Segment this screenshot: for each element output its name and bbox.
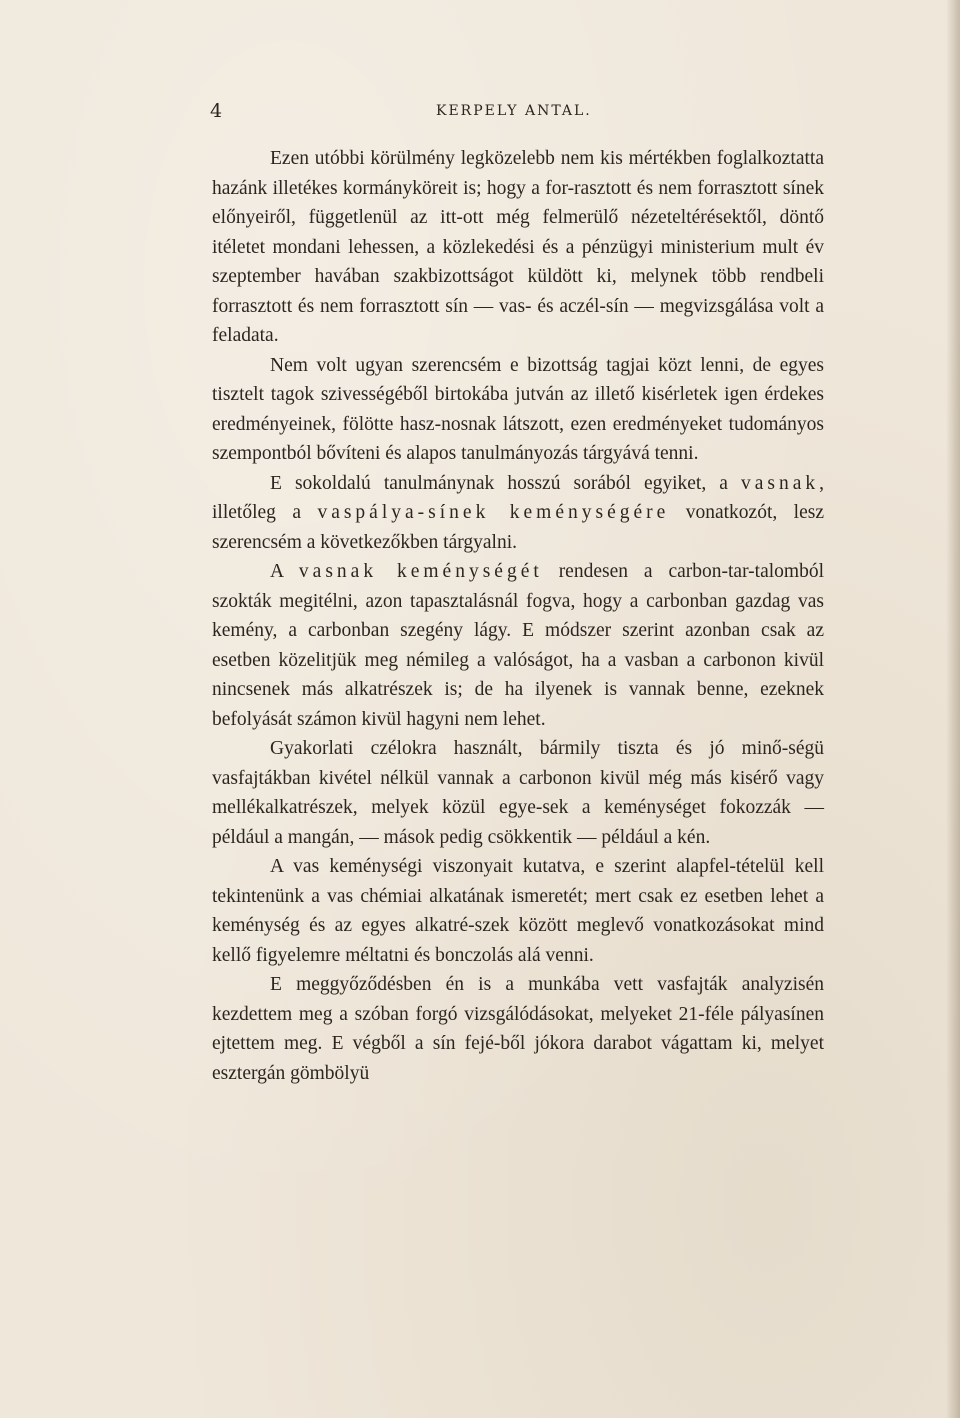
paragraph-text: Nem volt ugyan szerencsém e bizottság tagjai közt lenni, de egyes tisztelt tagok szivességéből birtokába jutván az illető kisérletek igen érdekes eredményeinek, fölötte hasz-nosnak látszott, ezen eredményeket tudományos szempontból bővíteni és alapos tanulmányozás tárgyává tenni. <box>212 354 824 464</box>
paragraph-6 <box>212 852 824 970</box>
paragraph-7 <box>212 970 824 1088</box>
paragraph-2 <box>212 351 824 469</box>
paragraph-text: vonatkozót, lesz szerencsém a következőkben tárgyalni. <box>212 502 824 553</box>
paragraph-5 <box>212 734 824 852</box>
emphasized-text: vaspálya-sínek keménységére <box>317 502 670 523</box>
paragraph-3 <box>212 469 824 558</box>
running-head: KERPELY ANTAL. <box>436 103 592 119</box>
body-text <box>212 144 824 1088</box>
page-edge-shadow <box>946 0 960 1418</box>
emphasized-text: vasnak <box>740 472 820 494</box>
emphasized-text: vasnak keménységét <box>298 561 543 582</box>
page-number: 4 <box>210 100 223 122</box>
page-header <box>210 100 820 128</box>
paragraph-text: Gyakorlati czélokra használt, bármily tiszta és jó minő-ségü vasfajtákban kivétel nélkül vannak a carbonon kivül még más kisérő vagy mellékalkatrészek, melyek közül egye-sek a keménységet fokozzák — például a mangán, — mások pedig csökkentik — például a kén. <box>212 738 824 848</box>
paragraph-text: Ezen utóbbi körülmény legközelebb nem kis mértékben foglalkoztatta hazánk illetékes kormányköreit is; hogy a for-rasztott és nem forrasztott sínek előnyeiről, függetlenül az itt-ott még felmerülő nézeteltérésektől, döntő itéletet mondani lehessen, a közlekedési és a pénzügyi ministerium mult év szeptember havában szakbizottságot küldött ki, melynek több rendbeli forrasztott és nem forrasztott sín — vas- és aczél-sín — megvizsgálása volt a feladata. <box>212 148 824 346</box>
paragraph-4 <box>212 557 824 734</box>
paragraph-text: E sokoldalú tanulmánynak hosszú sorából egyiket, a <box>270 472 741 494</box>
paragraph-text: , illetőleg a <box>212 472 824 523</box>
paragraph-text: rendesen a carbon-tar-talomból szokták megitélni, azon tapasztalásnál fogva, hogy a carbonban gazdag vas kemény, a carbonban szegény lágy. E módszer szerint azonban csak az esetben közelitjük meg némileg a valóságot, ha a vasban a carbonon kivül nincsenek más alkatrészek is; de ha ilyenek is vannak benne, ezeknek befolyását számon kivül hagyni nem lehet. <box>212 561 824 730</box>
paragraph-1 <box>212 144 824 351</box>
paragraph-text: A <box>270 561 299 582</box>
paragraph-text: A vas keménységi viszonyait kutatva, e szerint alapfel-tételül kell tekintenünk a vas chémiai alkatának ismeretét; mert csak ez esetben lehet a keménység és az egyes alkatré-szek között meglevő vonatkozásokat mind kellő figyelemre méltatni és bonczolás alá venni. <box>212 856 824 966</box>
paragraph-text: E meggyőződésben én is a munkába vett vasfajták analyzisén kezdettem meg a szóban forgó vizsgálódásokat, melyeket 21-féle pályasínen ejtettem meg. E végből a sín fejé-ből jókora darabot vágattam ki, melyet esztergán gömbölyü <box>212 974 824 1084</box>
